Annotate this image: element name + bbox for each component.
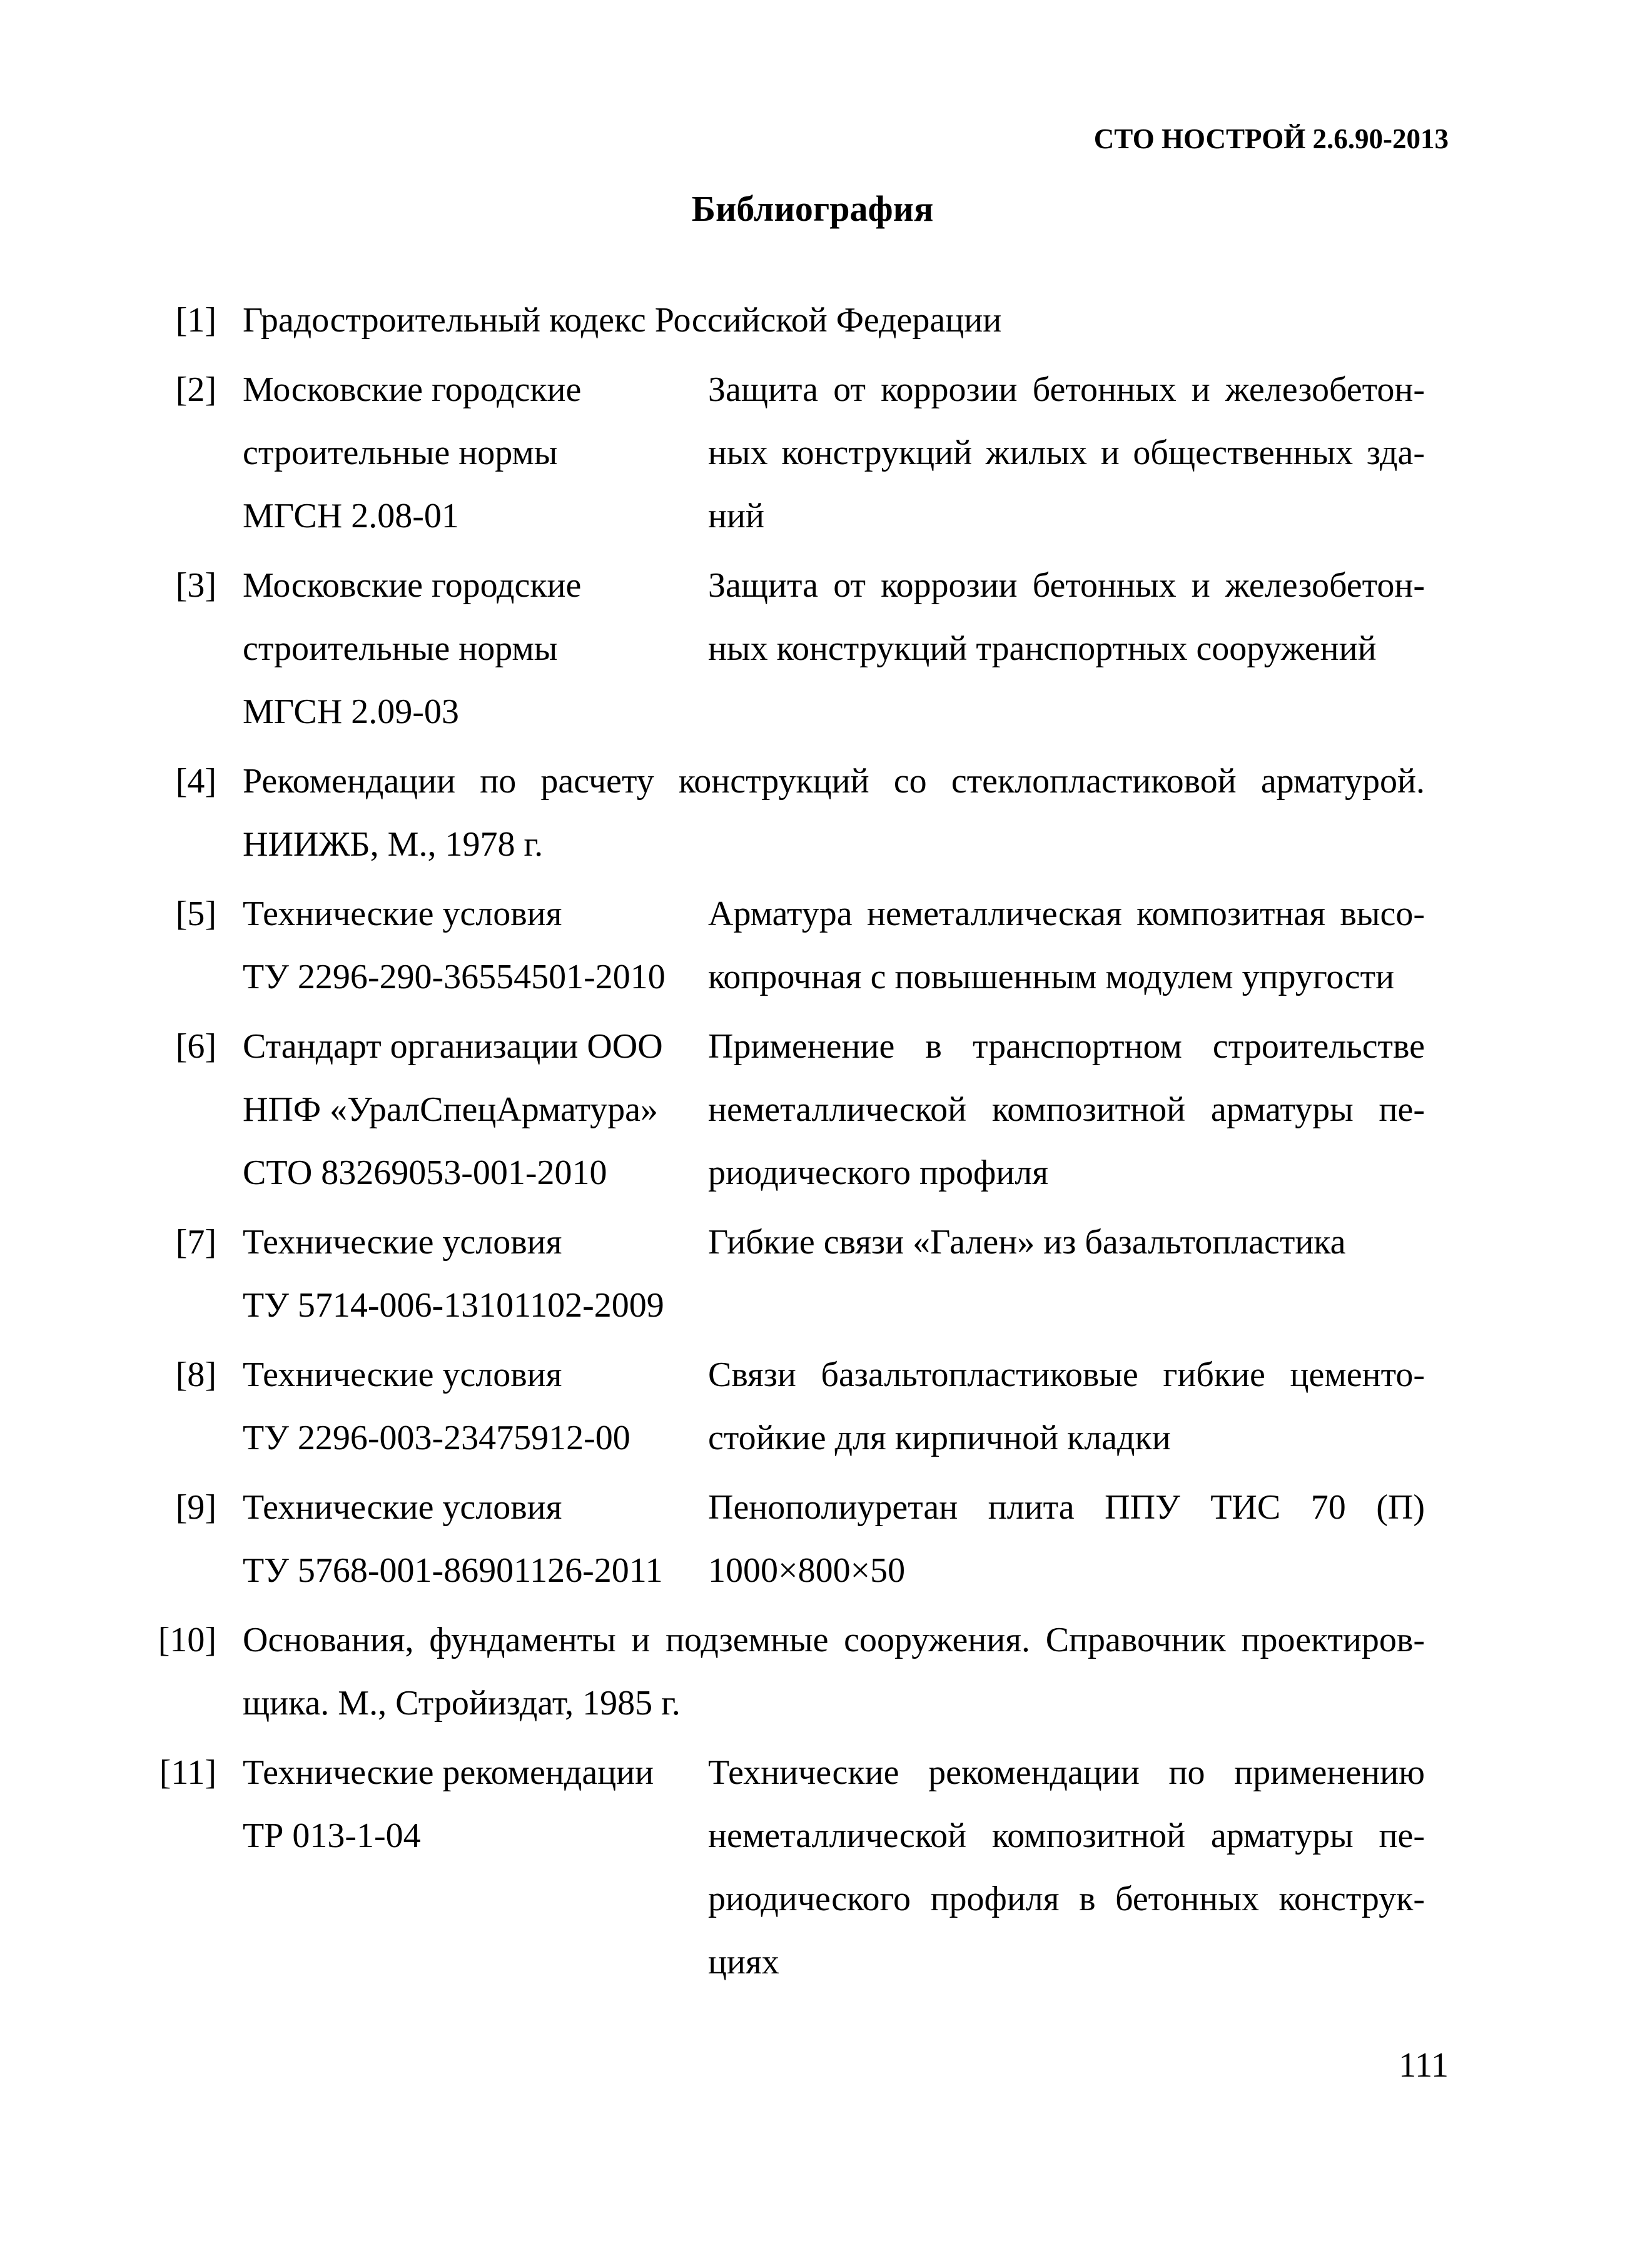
- entry-source: Технические условия ТУ 2296-003-23475912-00: [243, 1355, 630, 1457]
- entry-description: Защита от коррозии бетонных и железобетонных конструкций жилых и общественных зданий: [708, 370, 1425, 535]
- bibliography-entry-10: [155, 1609, 1425, 1735]
- entry-number: [10]: [158, 1621, 216, 1659]
- entry-number: [11]: [159, 1753, 216, 1792]
- entry-description: Арматура неметаллическая композитная высокопрочная с повышенным модулем упругости: [708, 894, 1425, 996]
- entry-description: Технические рекомендации по применению неметаллической композитной арматуры периодического профиля в бетонных конструкциях: [708, 1753, 1425, 1982]
- entry-number: [5]: [175, 894, 216, 933]
- page-number: 111: [1399, 2046, 1449, 2085]
- standard-code-header: СТО НОСТРОЙ 2.6.90-2013: [1093, 123, 1449, 154]
- bibliography-entry-1: [155, 289, 1425, 352]
- entry-number: [2]: [175, 370, 216, 409]
- bibliography-entry-5: [155, 883, 1425, 1009]
- entry-number: [7]: [175, 1223, 216, 1262]
- entry-text: Рекомендации по расчету конструкций со стеклопластиковой арматурой. НИИЖБ, М., 1978 г.: [243, 762, 1425, 864]
- entry-number: [4]: [175, 762, 216, 801]
- bibliography-list: [155, 289, 1425, 2000]
- entry-description: Защита от коррозии бетонных и железобетонных конструкций транспортных сооружений: [708, 566, 1425, 668]
- entry-source: Стандарт организации ООО НПФ «УралСпецАрматура» СТО 83269053-001-2010: [243, 1027, 663, 1192]
- entry-description: Гибкие связи «Гален» из базальтопластика: [708, 1223, 1346, 1262]
- bibliography-entry-9: [155, 1476, 1425, 1602]
- entry-source: Технические условия ТУ 2296-290-36554501-2010: [243, 894, 666, 996]
- entry-text: Основания, фундаменты и подземные сооружения. Справочник проектировщика. М., Стройиздат, 1985 г.: [243, 1621, 1425, 1723]
- bibliography-entry-2: [155, 358, 1425, 548]
- entry-source: Технические условия ТУ 5714-006-13101102-2009: [243, 1223, 664, 1325]
- entry-number: [3]: [175, 566, 216, 605]
- entry-number: [8]: [175, 1355, 216, 1394]
- entry-description: Применение в транспортном строительстве неметаллической композитной арматуры периодического профиля: [708, 1027, 1425, 1192]
- bibliography-entry-11: [155, 1741, 1425, 1994]
- page-title: Библиография: [691, 188, 934, 229]
- entry-description: Связи базальтопластиковые гибкие цементостойкие для кирпичной кладки: [708, 1355, 1425, 1457]
- entry-source: Московские городские строительные нормы МГСН 2.08-01: [243, 370, 582, 535]
- entry-source: Технические условия ТУ 5768-001-86901126-2011: [243, 1488, 663, 1590]
- bibliography-entry-8: [155, 1344, 1425, 1470]
- entry-source: Технические рекомендации ТР 013-1-04: [243, 1753, 654, 1855]
- bibliography-entry-4: [155, 750, 1425, 876]
- entry-source: Московские городские строительные нормы МГСН 2.09-03: [243, 566, 582, 731]
- entry-description: Пенополиуретан плита ППУ ТИС 70 (П) 1000×800×50: [708, 1488, 1425, 1590]
- bibliography-entry-6: [155, 1015, 1425, 1205]
- bibliography-entry-7: [155, 1211, 1425, 1337]
- entry-text: Градостроительный кодекс Российской Федерации: [243, 301, 1002, 340]
- entry-number: [9]: [175, 1488, 216, 1527]
- bibliography-entry-3: [155, 554, 1425, 744]
- entry-number: [1]: [175, 301, 216, 340]
- entry-number: [6]: [175, 1027, 216, 1066]
